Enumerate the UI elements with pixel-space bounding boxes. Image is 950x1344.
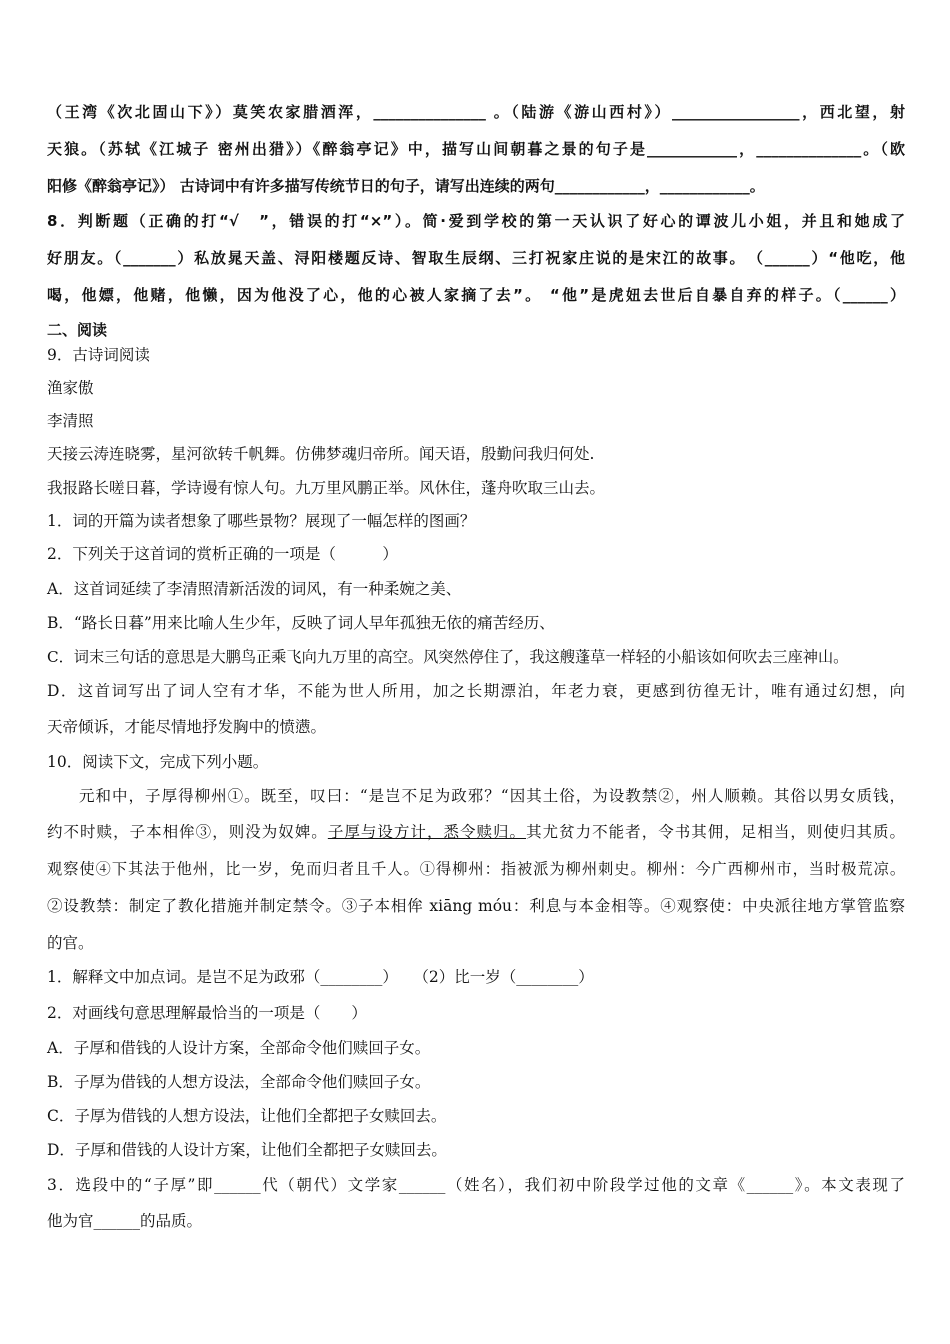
poem-line: 天接云涛连晓雾，星河欲转千帆舞。仿佛梦魂归帝所。闻天语，殷勤问我归何处.: [47, 445, 595, 463]
option-a: A．子厚和借钱的人设计方案，全部命令他们赎回子女。: [47, 1039, 431, 1057]
sub-question: 1．解释文中加点词。是岂不足为政邪（________） （2）比一岁（________）: [47, 968, 594, 986]
text-line: 喝，他嫖，他赌，他懒，因为他没了心，他的心被人家摘了去”。 “他”是虎妞去世后自暴自弃的样子。（______）: [47, 286, 905, 304]
sub-question: 1．词的开篇为读者想象了哪些景物？展现了一幅怎样的图画？: [47, 512, 476, 530]
poem-author: 李清照: [47, 412, 94, 430]
option-d-cont: 天帝倾诉，才能尽情地抒发胸中的愤懑。: [47, 718, 327, 736]
question-title: 10．阅读下文，完成下列小题。: [47, 753, 269, 771]
text-line: （王湾《次北固山下》）莫笑农家腊酒浑，_______________ 。（陆游《游山西村》）_________________，西北望，射: [47, 103, 905, 121]
text-line: 好朋友。（_______）私放晁天盖、浔阳楼题反诗、智取生辰纲、三打祝家庄说的是宋江的故事。 （______）“他吃，他: [47, 249, 905, 267]
option-d: D．这首词写出了词人空有才华，不能为世人所用，加之长期漂泊，年老力衰，更感到彷徨无计，唯有通过幻想，向: [47, 682, 905, 700]
option-b: B．“路长日暮”用来比喻人生少年，反映了词人早年孤独无依的痛苦经历、: [47, 614, 555, 632]
passage-line: 观察使④下其法于他州，比一岁，免而归者且千人。①得柳州：指被派为柳州刺史。柳州：今广西柳州市，当时极荒凉。: [47, 860, 905, 878]
text-line: 8．判断题（正确的打“√ ”，错误的打“×”）。简·爱到学校的第一天认识了好心的谭波儿小姐，并且和她成了: [47, 212, 905, 230]
footnote-line: ②设教禁：制定了教化措施并制定禁令。③子本相侔 xiāng móu：利息与本金相等。④观察使：中央派往地方掌管监察: [47, 897, 905, 915]
section-heading: 二、阅读: [47, 321, 108, 339]
option-d: D．子厚和借钱的人设计方案，让他们全都把子女赎回去。: [47, 1141, 447, 1159]
option-a: A．这首词延续了李清照清新活泼的词风，有一种柔婉之美、: [47, 580, 462, 598]
text-line: 天狼。（苏轼《江城子 密州出猎》）《醉翁亭记》中，描写山间朝暮之景的句子是____________，______________。（欧: [47, 140, 905, 158]
poem-line: 我报路长嗟日暮，学诗谩有惊人句。九万里风鹏正举。风休住，蓬舟吹取三山去。: [47, 479, 606, 497]
passage-text: 其尤贫力不能者，令书其佣，足相当，则使归其质。: [526, 823, 905, 841]
footnote-line: 的官。: [47, 934, 94, 952]
option-b: B．子厚为借钱的人想方设法，全部命令他们赎回子女。: [47, 1073, 431, 1091]
sub-question: 3．选段中的“子厚”即______代（朝代）文学家______（姓名），我们初中阶段学过他的文章《______》。本文表现了: [47, 1176, 905, 1194]
underlined-sentence: 子厚与设方计，悉令赎归。: [327, 823, 527, 841]
sub-question-cont: 他为官______的品质。: [47, 1212, 203, 1230]
question-title: 9．古诗词阅读: [47, 346, 150, 364]
option-c: C．词末三句话的意思是大鹏鸟正乘飞向九万里的高空。风突然停住了，我这艘蓬草一样轻的小船该如何吹去三座神山。: [47, 648, 849, 666]
poem-title: 渔家傲: [47, 379, 94, 397]
sub-question: 2．对画线句意思理解最恰当的一项是（ ）: [47, 1004, 367, 1022]
text-line: 阳修《醉翁亭记》） 古诗词中有许多描写传统节日的句子，请写出连续的两句____________，____________。: [47, 177, 765, 195]
sub-question: 2．下列关于这首词的赏析正确的一项是（ ）: [47, 545, 398, 563]
passage-line: 元和中，子厚得柳州①。既至，叹曰：“是岂不足为政邪？“因其土俗，为设教禁②，州人顺赖。其俗以男女质钱，: [79, 787, 905, 805]
passage-line: [47, 822, 905, 842]
passage-text: 约不时赎，子本相侔③，则没为奴婢。: [47, 823, 328, 841]
option-c: C．子厚为借钱的人想方设法，让他们全都把子女赎回去。: [47, 1107, 447, 1125]
